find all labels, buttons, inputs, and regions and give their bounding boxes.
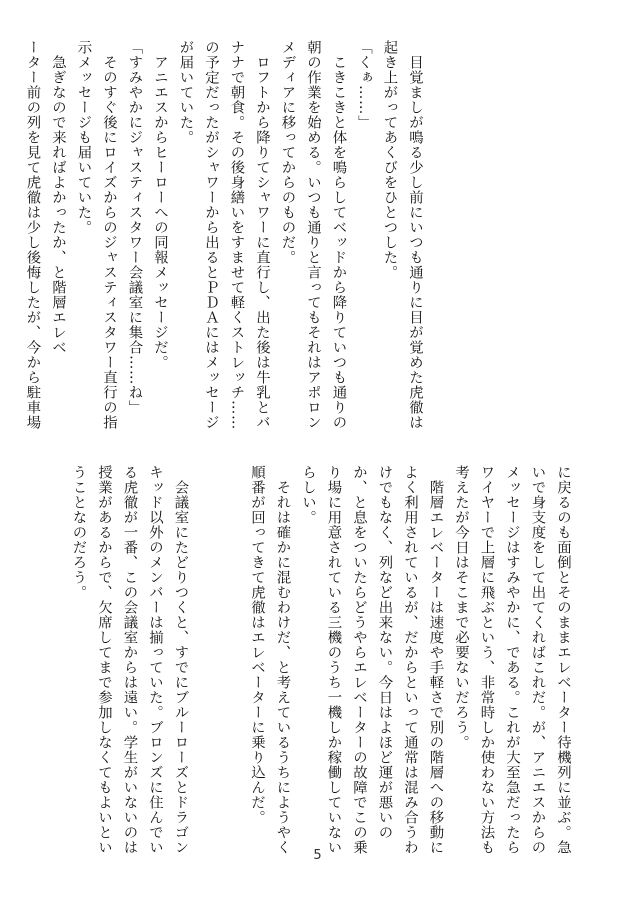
page-number: 5 <box>313 848 322 863</box>
text-block-bottom <box>65 465 575 865</box>
text-line: アニエスからヒーローへの同報メッセージだ。 <box>152 40 168 370</box>
text-line: けでもなく、列など出来ない。今日はよほど運が悪いの <box>376 465 393 840</box>
text-line: 会議室にたどりつくと、すでにブルーローズとドラゴン <box>172 465 189 855</box>
text-line: 急ぎなので来ればよかったか、と階層エレベ <box>50 40 66 355</box>
text-block-top <box>19 40 427 440</box>
text-line: 「くぁ……」 <box>356 40 372 130</box>
text-line: 授業があるからで、欠席してまで参加しなくてもよいとい <box>96 465 112 855</box>
text-line: うことなのだろう。 <box>70 465 87 600</box>
text-line: に戻るのも面倒とそのままエレベーター待機列に並ぶ。急 <box>555 465 571 855</box>
text-line: 順番が回ってきて虎徹はエレベーターに乗り込んだ。 <box>249 465 265 825</box>
text-line: それは確かに混むわけだ、と考えているうちにようやく <box>274 465 291 855</box>
text-line: が届いていた。 <box>177 40 194 145</box>
text-line: よく利用されているが、だからといって通常は混み合うわ <box>402 465 418 855</box>
text-line: 考えたが今日はそこまで必要ないだろう。 <box>453 465 469 750</box>
text-line: 「すみやかにジャスティスタワー会議室に集合……ね」 <box>126 40 143 415</box>
text-line: 目覚ましが鳴る少し前にいつも通りに目が覚めた虎徹は <box>407 40 423 430</box>
text-line: こきこきと体を鳴らしてベッドから降りていつも通りの <box>330 40 347 430</box>
text-line <box>193 465 219 865</box>
text-line: か、と息をついたらどうやらエレベーターの故障でこの乗 <box>351 465 367 855</box>
text-line: いで身支度をして出てくればこれだ。が、アニエスからの <box>529 465 546 855</box>
text-line: ーター前の列を見て虎徹は少し後悔したが、今から駐車場 <box>24 40 41 430</box>
text-line: メッセージはすみやかに、である。これが大至急だったら <box>504 465 520 855</box>
text-line: 起き上がってあくびをひとつした。 <box>381 40 398 280</box>
text-line: ワイヤーで上層に飛ぶという、非常時しか使わない方法も <box>478 465 495 855</box>
text-line: メディアに移ってからのものだ。 <box>279 40 296 265</box>
text-line: キッド以外のメンバーは揃っていた。ブロンズに住んでい <box>147 465 163 855</box>
text-line <box>218 465 244 865</box>
text-line: る虎徹が一番、この会議室からは遠い。学生がいないのは <box>121 465 138 855</box>
text-line: ナナで朝食。その後身繕いをすませて軽くストレッチ…… <box>228 40 245 430</box>
text-line: そのすぐ後にロイズからのジャスティスタワー直行の指 <box>101 40 117 430</box>
text-line: らしい。 <box>300 465 316 525</box>
text-line: 階層エレベーターは速度や手軽さで別の階層への移動に <box>427 465 444 855</box>
text-line: 示メッセージも届いていた。 <box>75 40 92 235</box>
text-line: 朝の作業を始める。いつも通りと言ってもそれはアポロン <box>305 40 321 430</box>
text-line: ロフトから降りてシャワーに直行し、出た後は牛乳とバ <box>254 40 270 430</box>
text-line: り場に用意されている三機のうち一機しか稼働していない <box>325 465 342 855</box>
text-line: の予定だったがシャワーから出るとＰＤＡにはメッセージ <box>203 40 219 430</box>
